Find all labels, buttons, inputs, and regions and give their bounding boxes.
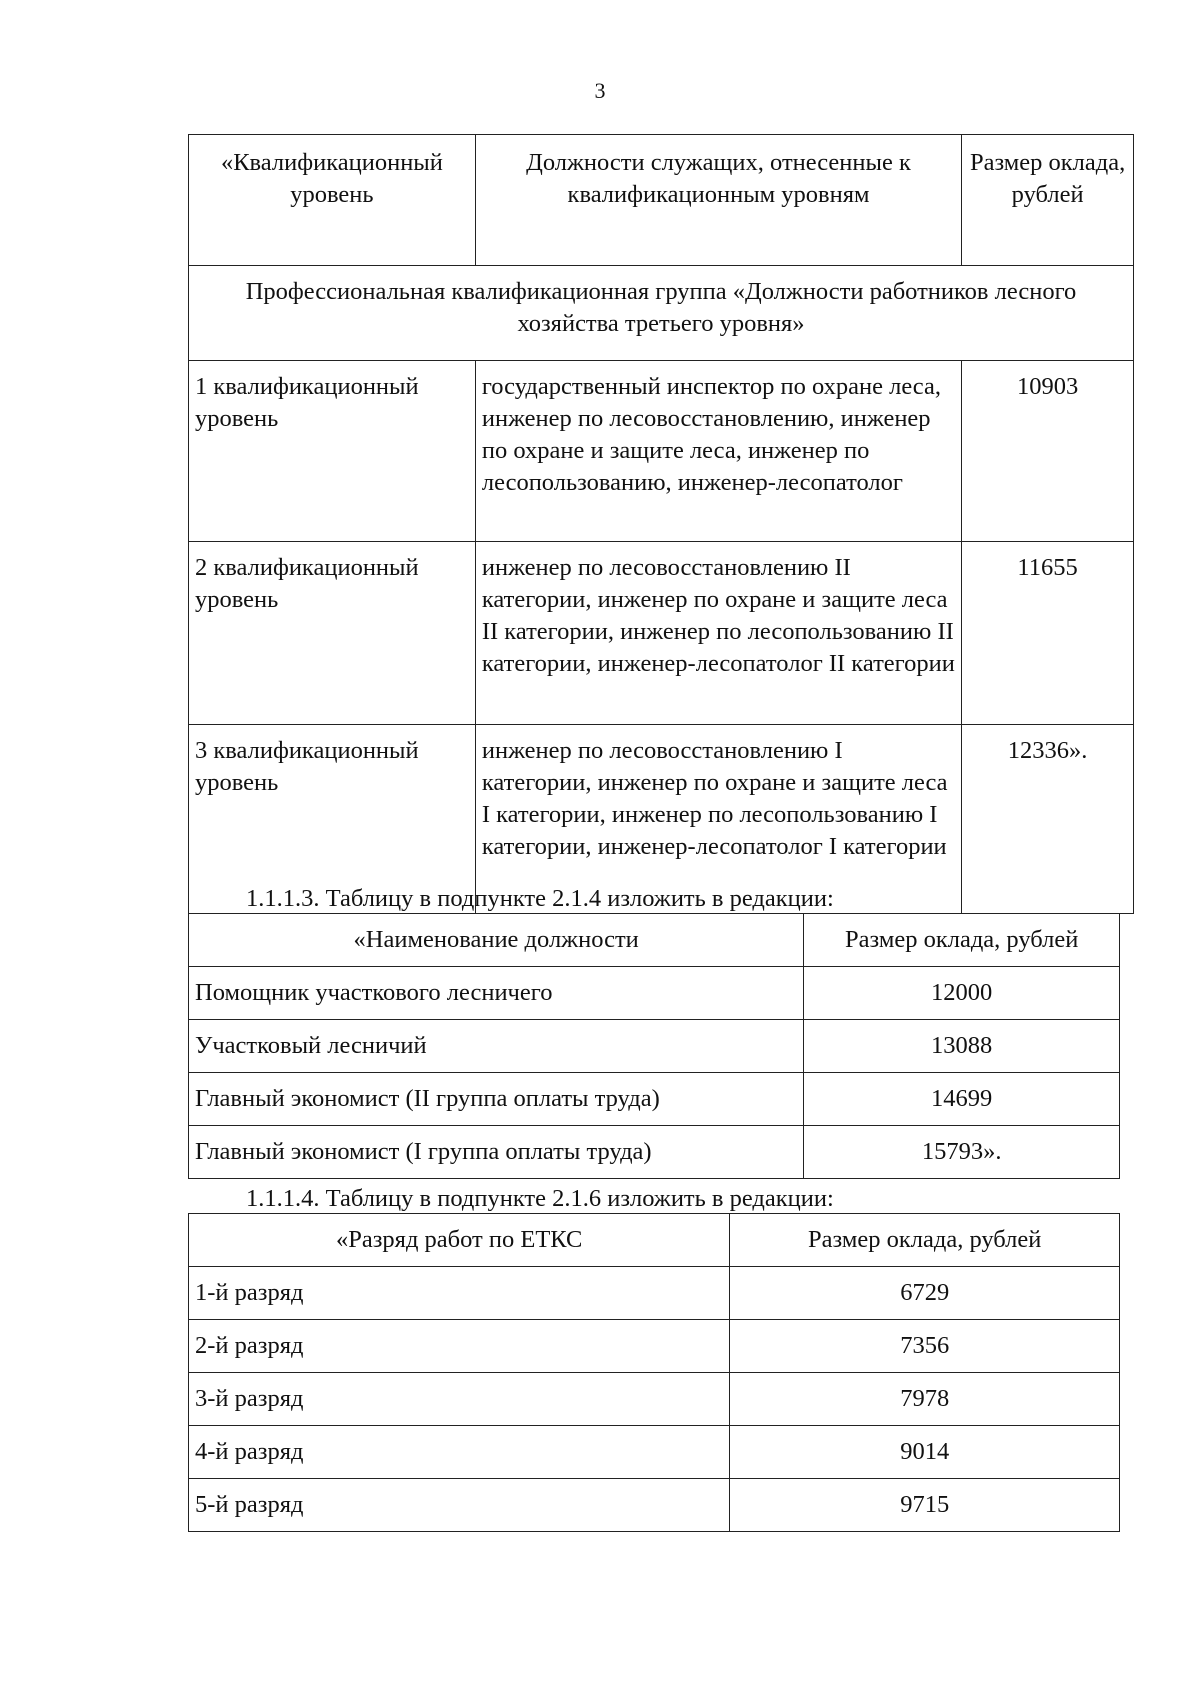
salary-cell: 12000 <box>804 967 1120 1020</box>
header-salary: Размер оклада, рублей <box>962 135 1134 266</box>
table-header-row <box>189 1214 1120 1267</box>
table-header-row <box>189 135 1134 266</box>
salary-cell: 12336». <box>962 725 1134 914</box>
position-name-cell: Участковый лесничий <box>189 1020 804 1073</box>
salary-cell: 9715 <box>730 1479 1120 1532</box>
grade-cell: 5-й разряд <box>189 1479 730 1532</box>
table-header-row <box>189 914 1120 967</box>
positions-cell: государственный инспектор по охране леса, инженер по лесовосстановлению, инженер по охране и защите леса, инженер по лесопользованию, инженер-лесопатолог <box>475 361 961 542</box>
table-row <box>189 1426 1120 1479</box>
table-row <box>189 1373 1120 1426</box>
group-title: Профессиональная квалификационная группа «Должности работников лесного хозяйства третьего уровня» <box>189 266 1134 361</box>
group-row <box>189 266 1134 361</box>
table-row <box>189 1073 1120 1126</box>
paragraph-1-1-1-4: 1.1.1.4. Таблицу в подпункте 2.1.6 изложить в редакции: <box>246 1185 834 1212</box>
salary-cell: 10903 <box>962 361 1134 542</box>
header-salary: Размер оклада, рублей <box>730 1214 1120 1267</box>
table-row <box>189 361 1134 542</box>
header-qualification-level: «Квалификационный уровень <box>189 135 476 266</box>
position-name-cell: Помощник участкового лесничего <box>189 967 804 1020</box>
salary-cell: 9014 <box>730 1426 1120 1479</box>
positions-salary-table <box>188 913 1120 1179</box>
positions-cell: инженер по лесовосстановлению II категории, инженер по охране и защите леса II категории, инженер по лесопользованию II категории, инженер-лесопатолог II категории <box>475 542 961 725</box>
positions-cell: инженер по лесовосстановлению I категории, инженер по охране и защите леса I категории, инженер по лесопользованию I категории, инженер-лесопатолог I категории <box>475 725 961 914</box>
grade-cell: 2-й разряд <box>189 1320 730 1373</box>
header-salary: Размер оклада, рублей <box>804 914 1120 967</box>
table-row <box>189 967 1120 1020</box>
salary-cell: 11655 <box>962 542 1134 725</box>
table-row <box>189 1267 1120 1320</box>
qualification-levels-table <box>188 134 1134 914</box>
table-row <box>189 1020 1120 1073</box>
table-row <box>189 1320 1120 1373</box>
position-name-cell: Главный экономист (II группа оплаты труда) <box>189 1073 804 1126</box>
header-positions: Должности служащих, отнесенные к квалификационным уровням <box>475 135 961 266</box>
grade-cell: 4-й разряд <box>189 1426 730 1479</box>
page-number: 3 <box>594 78 606 103</box>
level-cell: 2 квалификационный уровень <box>189 542 476 725</box>
salary-cell: 14699 <box>804 1073 1120 1126</box>
grade-cell: 3-й разряд <box>189 1373 730 1426</box>
grade-cell: 1-й разряд <box>189 1267 730 1320</box>
table-row <box>189 1126 1120 1179</box>
level-cell: 3 квалификационный уровень <box>189 725 476 914</box>
salary-cell: 6729 <box>730 1267 1120 1320</box>
salary-cell: 7978 <box>730 1373 1120 1426</box>
etks-grades-table <box>188 1213 1120 1532</box>
salary-cell: 15793». <box>804 1126 1120 1179</box>
salary-cell: 13088 <box>804 1020 1120 1073</box>
level-cell: 1 квалификационный уровень <box>189 361 476 542</box>
position-name-cell: Главный экономист (I группа оплаты труда) <box>189 1126 804 1179</box>
table-row <box>189 1479 1120 1532</box>
table-row <box>189 542 1134 725</box>
salary-cell: 7356 <box>730 1320 1120 1373</box>
header-grade: «Разряд работ по ЕТКС <box>189 1214 730 1267</box>
paragraph-1-1-1-3: 1.1.1.3. Таблицу в подпункте 2.1.4 изложить в редакции: <box>246 885 834 912</box>
header-position-name: «Наименование должности <box>189 914 804 967</box>
